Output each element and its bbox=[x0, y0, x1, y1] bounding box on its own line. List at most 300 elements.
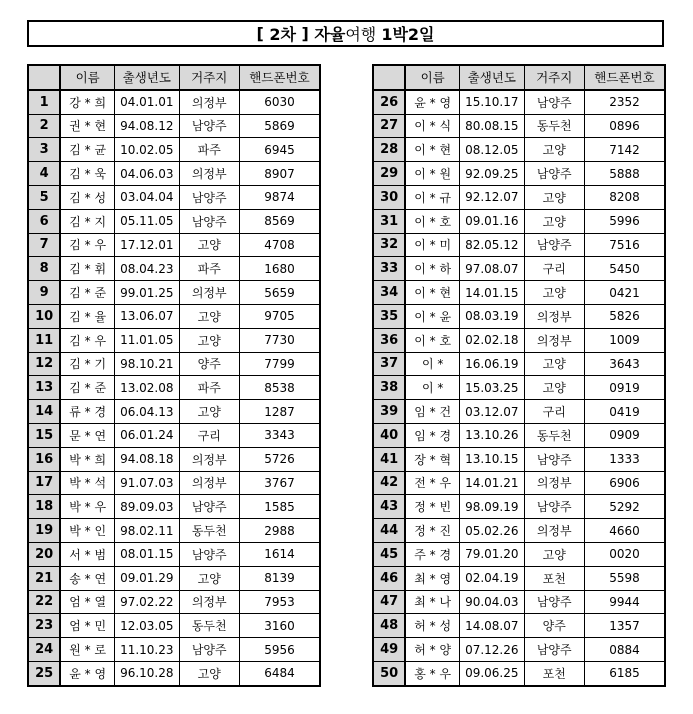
birth-date: 13.10.26 bbox=[460, 423, 524, 447]
phone-last-digits: 6030 bbox=[239, 90, 320, 114]
phone-last-digits: 5450 bbox=[584, 257, 665, 281]
birth-date: 13.02.08 bbox=[115, 376, 179, 400]
phone-last-digits: 9874 bbox=[239, 185, 320, 209]
member-name: 이 * 호 bbox=[405, 328, 459, 352]
row-number: 9 bbox=[28, 281, 60, 305]
phone-last-digits: 1585 bbox=[239, 495, 320, 519]
header-name: 이름 bbox=[60, 65, 114, 90]
phone-last-digits: 8907 bbox=[239, 162, 320, 186]
birth-date: 14.01.21 bbox=[460, 471, 524, 495]
table-row bbox=[373, 471, 665, 495]
row-number: 3 bbox=[28, 138, 60, 162]
member-name: 김 * 우 bbox=[60, 328, 114, 352]
birth-date: 97.08.07 bbox=[460, 257, 524, 281]
table-row bbox=[373, 566, 665, 590]
member-name: 김 * 기 bbox=[60, 352, 114, 376]
member-name: 이 * bbox=[405, 352, 459, 376]
residence: 남양주 bbox=[524, 638, 584, 662]
residence: 남양주 bbox=[524, 90, 584, 114]
residence: 의정부 bbox=[179, 447, 239, 471]
phone-last-digits: 5659 bbox=[239, 281, 320, 305]
table-row bbox=[373, 138, 665, 162]
birth-date: 92.12.07 bbox=[460, 185, 524, 209]
phone-last-digits: 5598 bbox=[584, 566, 665, 590]
row-number: 12 bbox=[28, 352, 60, 376]
member-name: 김 * 우 bbox=[60, 233, 114, 257]
table-row bbox=[373, 519, 665, 543]
phone-last-digits: 1333 bbox=[584, 447, 665, 471]
table-row bbox=[373, 233, 665, 257]
birth-date: 09.01.29 bbox=[115, 566, 179, 590]
residence: 고양 bbox=[179, 304, 239, 328]
member-name: 임 * 경 bbox=[405, 423, 459, 447]
residence: 파주 bbox=[179, 138, 239, 162]
phone-last-digits: 0884 bbox=[584, 638, 665, 662]
phone-last-digits: 5726 bbox=[239, 447, 320, 471]
residence: 의정부 bbox=[524, 471, 584, 495]
member-name: 최 * 나 bbox=[405, 590, 459, 614]
row-number: 10 bbox=[28, 304, 60, 328]
birth-date: 82.05.12 bbox=[460, 233, 524, 257]
phone-last-digits: 6484 bbox=[239, 661, 320, 685]
residence: 고양 bbox=[524, 376, 584, 400]
residence: 남양주 bbox=[524, 590, 584, 614]
birth-date: 79.01.20 bbox=[460, 542, 524, 566]
birth-date: 08.12.05 bbox=[460, 138, 524, 162]
table-row bbox=[373, 542, 665, 566]
birth-date: 94.08.12 bbox=[115, 114, 179, 138]
member-name: 이 * 하 bbox=[405, 257, 459, 281]
birth-date: 05.02.26 bbox=[460, 519, 524, 543]
member-name: 박 * 우 bbox=[60, 495, 114, 519]
row-number: 22 bbox=[28, 590, 60, 614]
table-row bbox=[28, 209, 320, 233]
birth-date: 14.08.07 bbox=[460, 614, 524, 638]
member-name: 류 * 경 bbox=[60, 400, 114, 424]
birth-date: 97.02.22 bbox=[115, 590, 179, 614]
member-name: 윤 * 영 bbox=[60, 661, 114, 685]
member-name: 강 * 희 bbox=[60, 90, 114, 114]
table-row bbox=[28, 400, 320, 424]
member-name: 이 * 규 bbox=[405, 185, 459, 209]
row-number: 20 bbox=[28, 542, 60, 566]
row-number: 29 bbox=[373, 162, 405, 186]
member-name: 이 * bbox=[405, 376, 459, 400]
header-residence: 거주지 bbox=[179, 65, 239, 90]
table-row bbox=[28, 447, 320, 471]
member-name: 최 * 영 bbox=[405, 566, 459, 590]
phone-last-digits: 0919 bbox=[584, 376, 665, 400]
residence: 구리 bbox=[179, 423, 239, 447]
table-row bbox=[28, 519, 320, 543]
member-name: 엄 * 열 bbox=[60, 590, 114, 614]
birth-date: 06.04.13 bbox=[115, 400, 179, 424]
phone-last-digits: 8538 bbox=[239, 376, 320, 400]
residence: 남양주 bbox=[524, 233, 584, 257]
residence: 고양 bbox=[179, 661, 239, 685]
row-number: 39 bbox=[373, 400, 405, 424]
row-number: 30 bbox=[373, 185, 405, 209]
phone-last-digits: 7516 bbox=[584, 233, 665, 257]
birth-date: 98.10.21 bbox=[115, 352, 179, 376]
phone-last-digits: 7142 bbox=[584, 138, 665, 162]
table-row bbox=[28, 328, 320, 352]
table-row bbox=[373, 614, 665, 638]
row-number: 11 bbox=[28, 328, 60, 352]
row-number: 18 bbox=[28, 495, 60, 519]
header-birth-year: 출생년도 bbox=[115, 65, 179, 90]
row-number: 42 bbox=[373, 471, 405, 495]
roster-table-header bbox=[28, 65, 320, 90]
member-name: 김 * 균 bbox=[60, 138, 114, 162]
row-number: 25 bbox=[28, 661, 60, 685]
phone-last-digits: 2988 bbox=[239, 519, 320, 543]
member-name: 엄 * 민 bbox=[60, 614, 114, 638]
birth-date: 12.03.05 bbox=[115, 614, 179, 638]
birth-date: 05.11.05 bbox=[115, 209, 179, 233]
birth-date: 02.04.19 bbox=[460, 566, 524, 590]
phone-last-digits: 8569 bbox=[239, 209, 320, 233]
member-name: 원 * 로 bbox=[60, 638, 114, 662]
row-number: 35 bbox=[373, 304, 405, 328]
row-number: 1 bbox=[28, 90, 60, 114]
birth-date: 04.06.03 bbox=[115, 162, 179, 186]
row-number: 13 bbox=[28, 376, 60, 400]
table-row bbox=[28, 638, 320, 662]
row-number: 31 bbox=[373, 209, 405, 233]
header-corner bbox=[28, 65, 60, 90]
row-number: 23 bbox=[28, 614, 60, 638]
table-row bbox=[28, 423, 320, 447]
roster-table-body bbox=[373, 90, 665, 686]
member-name: 김 * 성 bbox=[60, 185, 114, 209]
roster-table-body bbox=[28, 90, 320, 686]
phone-last-digits: 8208 bbox=[584, 185, 665, 209]
residence: 고양 bbox=[524, 281, 584, 305]
phone-last-digits: 5292 bbox=[584, 495, 665, 519]
row-number: 43 bbox=[373, 495, 405, 519]
phone-last-digits: 1357 bbox=[584, 614, 665, 638]
row-number: 45 bbox=[373, 542, 405, 566]
table-row bbox=[28, 162, 320, 186]
residence: 포천 bbox=[524, 566, 584, 590]
member-name: 문 * 연 bbox=[60, 423, 114, 447]
member-name: 주 * 경 bbox=[405, 542, 459, 566]
row-number: 32 bbox=[373, 233, 405, 257]
residence: 남양주 bbox=[524, 495, 584, 519]
member-name: 서 * 범 bbox=[60, 542, 114, 566]
table-row bbox=[373, 90, 665, 114]
table-row bbox=[28, 471, 320, 495]
row-number: 24 bbox=[28, 638, 60, 662]
phone-last-digits: 7953 bbox=[239, 590, 320, 614]
page-title bbox=[27, 20, 664, 47]
birth-date: 98.09.19 bbox=[460, 495, 524, 519]
row-number: 41 bbox=[373, 447, 405, 471]
title-duration: 1박2일 bbox=[381, 25, 435, 44]
member-name: 이 * 윤 bbox=[405, 304, 459, 328]
birth-date: 08.03.19 bbox=[460, 304, 524, 328]
birth-date: 16.06.19 bbox=[460, 352, 524, 376]
birth-date: 80.08.15 bbox=[460, 114, 524, 138]
table-row bbox=[373, 328, 665, 352]
phone-last-digits: 9944 bbox=[584, 590, 665, 614]
phone-last-digits: 5869 bbox=[239, 114, 320, 138]
birth-date: 98.02.11 bbox=[115, 519, 179, 543]
row-number: 17 bbox=[28, 471, 60, 495]
member-name: 박 * 석 bbox=[60, 471, 114, 495]
birth-date: 06.01.24 bbox=[115, 423, 179, 447]
header-corner bbox=[373, 65, 405, 90]
birth-date: 02.02.18 bbox=[460, 328, 524, 352]
phone-last-digits: 7799 bbox=[239, 352, 320, 376]
table-row bbox=[373, 352, 665, 376]
table-row bbox=[28, 90, 320, 114]
member-name: 박 * 희 bbox=[60, 447, 114, 471]
member-name: 전 * 우 bbox=[405, 471, 459, 495]
residence: 의정부 bbox=[524, 328, 584, 352]
row-number: 27 bbox=[373, 114, 405, 138]
phone-last-digits: 3160 bbox=[239, 614, 320, 638]
residence: 양주 bbox=[179, 352, 239, 376]
row-number: 15 bbox=[28, 423, 60, 447]
member-name: 김 * 지 bbox=[60, 209, 114, 233]
header-name: 이름 bbox=[405, 65, 459, 90]
birth-date: 15.03.25 bbox=[460, 376, 524, 400]
residence: 남양주 bbox=[179, 495, 239, 519]
residence: 고양 bbox=[524, 542, 584, 566]
residence: 의정부 bbox=[179, 471, 239, 495]
birth-date: 04.01.01 bbox=[115, 90, 179, 114]
row-number: 46 bbox=[373, 566, 405, 590]
residence: 고양 bbox=[524, 138, 584, 162]
residence: 포천 bbox=[524, 661, 584, 685]
birth-date: 15.10.17 bbox=[460, 90, 524, 114]
row-number: 40 bbox=[373, 423, 405, 447]
residence: 남양주 bbox=[179, 542, 239, 566]
roster-table-header bbox=[373, 65, 665, 90]
table-row bbox=[373, 209, 665, 233]
birth-date: 13.10.15 bbox=[460, 447, 524, 471]
table-row bbox=[28, 590, 320, 614]
row-number: 50 bbox=[373, 661, 405, 685]
header-birth-year: 출생년도 bbox=[460, 65, 524, 90]
table-row bbox=[28, 352, 320, 376]
row-number: 5 bbox=[28, 185, 60, 209]
residence: 고양 bbox=[179, 566, 239, 590]
row-number: 4 bbox=[28, 162, 60, 186]
member-name: 김 * 휘 bbox=[60, 257, 114, 281]
birth-date: 08.04.23 bbox=[115, 257, 179, 281]
table-row bbox=[28, 114, 320, 138]
member-name: 정 * 빈 bbox=[405, 495, 459, 519]
table-row bbox=[373, 257, 665, 281]
table-row bbox=[28, 304, 320, 328]
phone-last-digits: 1680 bbox=[239, 257, 320, 281]
member-name: 김 * 준 bbox=[60, 281, 114, 305]
table-row bbox=[373, 661, 665, 685]
title-round: 2차 bbox=[269, 25, 296, 44]
member-name: 정 * 진 bbox=[405, 519, 459, 543]
residence: 고양 bbox=[524, 352, 584, 376]
birth-date: 11.10.23 bbox=[115, 638, 179, 662]
title-word-1: 자율 bbox=[314, 25, 346, 44]
phone-last-digits: 3643 bbox=[584, 352, 665, 376]
table-row bbox=[28, 281, 320, 305]
member-name: 송 * 연 bbox=[60, 566, 114, 590]
phone-last-digits: 4660 bbox=[584, 519, 665, 543]
row-number: 6 bbox=[28, 209, 60, 233]
member-name: 장 * 혁 bbox=[405, 447, 459, 471]
table-row bbox=[28, 614, 320, 638]
residence: 남양주 bbox=[179, 638, 239, 662]
phone-last-digits: 3343 bbox=[239, 423, 320, 447]
table-row bbox=[373, 114, 665, 138]
birth-date: 91.07.03 bbox=[115, 471, 179, 495]
header-phone: 핸드폰번호 bbox=[584, 65, 665, 90]
residence: 의정부 bbox=[524, 519, 584, 543]
table-row bbox=[373, 638, 665, 662]
header-residence: 거주지 bbox=[524, 65, 584, 90]
phone-last-digits: 5826 bbox=[584, 304, 665, 328]
residence: 파주 bbox=[179, 257, 239, 281]
member-name: 김 * 준 bbox=[60, 376, 114, 400]
residence: 남양주 bbox=[524, 447, 584, 471]
table-row bbox=[373, 495, 665, 519]
residence: 남양주 bbox=[179, 185, 239, 209]
birth-date: 09.06.25 bbox=[460, 661, 524, 685]
member-name: 김 * 욱 bbox=[60, 162, 114, 186]
row-number: 47 bbox=[373, 590, 405, 614]
residence: 동두천 bbox=[524, 114, 584, 138]
table-row bbox=[28, 495, 320, 519]
phone-last-digits: 1614 bbox=[239, 542, 320, 566]
row-number: 7 bbox=[28, 233, 60, 257]
table-row bbox=[373, 162, 665, 186]
row-number: 21 bbox=[28, 566, 60, 590]
birth-date: 07.12.26 bbox=[460, 638, 524, 662]
member-name: 이 * 미 bbox=[405, 233, 459, 257]
residence: 양주 bbox=[524, 614, 584, 638]
row-number: 44 bbox=[373, 519, 405, 543]
residence: 남양주 bbox=[179, 209, 239, 233]
phone-last-digits: 9705 bbox=[239, 304, 320, 328]
table-row bbox=[373, 447, 665, 471]
phone-last-digits: 0909 bbox=[584, 423, 665, 447]
member-name: 이 * 식 bbox=[405, 114, 459, 138]
residence: 고양 bbox=[179, 328, 239, 352]
row-number: 8 bbox=[28, 257, 60, 281]
residence: 고양 bbox=[524, 209, 584, 233]
row-number: 19 bbox=[28, 519, 60, 543]
residence: 구리 bbox=[524, 400, 584, 424]
table-row bbox=[373, 423, 665, 447]
member-name: 허 * 양 bbox=[405, 638, 459, 662]
phone-last-digits: 0020 bbox=[584, 542, 665, 566]
roster-table-right bbox=[372, 64, 666, 687]
phone-last-digits: 5996 bbox=[584, 209, 665, 233]
residence: 의정부 bbox=[179, 162, 239, 186]
roster-table-left bbox=[27, 64, 321, 687]
row-number: 16 bbox=[28, 447, 60, 471]
phone-last-digits: 5956 bbox=[239, 638, 320, 662]
phone-last-digits: 1009 bbox=[584, 328, 665, 352]
phone-last-digits: 0896 bbox=[584, 114, 665, 138]
residence: 고양 bbox=[179, 233, 239, 257]
residence: 의정부 bbox=[179, 281, 239, 305]
birth-date: 08.01.15 bbox=[115, 542, 179, 566]
row-number: 36 bbox=[373, 328, 405, 352]
phone-last-digits: 4708 bbox=[239, 233, 320, 257]
phone-last-digits: 6945 bbox=[239, 138, 320, 162]
table-row bbox=[373, 185, 665, 209]
birth-date: 09.01.16 bbox=[460, 209, 524, 233]
residence: 의정부 bbox=[179, 90, 239, 114]
phone-last-digits: 1287 bbox=[239, 400, 320, 424]
member-name: 윤 * 영 bbox=[405, 90, 459, 114]
table-row bbox=[373, 376, 665, 400]
title-open-bracket: [ bbox=[256, 24, 270, 43]
member-name: 박 * 인 bbox=[60, 519, 114, 543]
title-word-2: 여행 bbox=[345, 25, 382, 44]
member-name: 이 * 원 bbox=[405, 162, 459, 186]
member-name: 허 * 성 bbox=[405, 614, 459, 638]
table-row bbox=[28, 542, 320, 566]
row-number: 2 bbox=[28, 114, 60, 138]
row-number: 28 bbox=[373, 138, 405, 162]
title-close-bracket: ] bbox=[295, 24, 315, 43]
header-phone: 핸드폰번호 bbox=[239, 65, 320, 90]
row-number: 33 bbox=[373, 257, 405, 281]
birth-date: 96.10.28 bbox=[115, 661, 179, 685]
birth-date: 13.06.07 bbox=[115, 304, 179, 328]
birth-date: 11.01.05 bbox=[115, 328, 179, 352]
residence: 구리 bbox=[524, 257, 584, 281]
table-row bbox=[28, 138, 320, 162]
table-row bbox=[28, 376, 320, 400]
phone-last-digits: 2352 bbox=[584, 90, 665, 114]
residence: 파주 bbox=[179, 376, 239, 400]
member-name: 이 * 현 bbox=[405, 138, 459, 162]
table-row bbox=[373, 281, 665, 305]
birth-date: 99.01.25 bbox=[115, 281, 179, 305]
row-number: 14 bbox=[28, 400, 60, 424]
residence: 고양 bbox=[179, 400, 239, 424]
table-row bbox=[28, 661, 320, 685]
table-row bbox=[373, 590, 665, 614]
table-row bbox=[373, 304, 665, 328]
phone-last-digits: 6906 bbox=[584, 471, 665, 495]
table-row bbox=[373, 400, 665, 424]
phone-last-digits: 7730 bbox=[239, 328, 320, 352]
table-row bbox=[28, 566, 320, 590]
birth-date: 94.08.18 bbox=[115, 447, 179, 471]
residence: 남양주 bbox=[179, 114, 239, 138]
row-number: 34 bbox=[373, 281, 405, 305]
residence: 의정부 bbox=[179, 590, 239, 614]
table-row bbox=[28, 257, 320, 281]
member-name: 이 * 호 bbox=[405, 209, 459, 233]
member-name: 홍 * 우 bbox=[405, 661, 459, 685]
table-row bbox=[28, 233, 320, 257]
row-number: 49 bbox=[373, 638, 405, 662]
birth-date: 92.09.25 bbox=[460, 162, 524, 186]
phone-last-digits: 3767 bbox=[239, 471, 320, 495]
residence: 의정부 bbox=[524, 304, 584, 328]
phone-last-digits: 5888 bbox=[584, 162, 665, 186]
member-name: 김 * 율 bbox=[60, 304, 114, 328]
residence: 동두천 bbox=[524, 423, 584, 447]
